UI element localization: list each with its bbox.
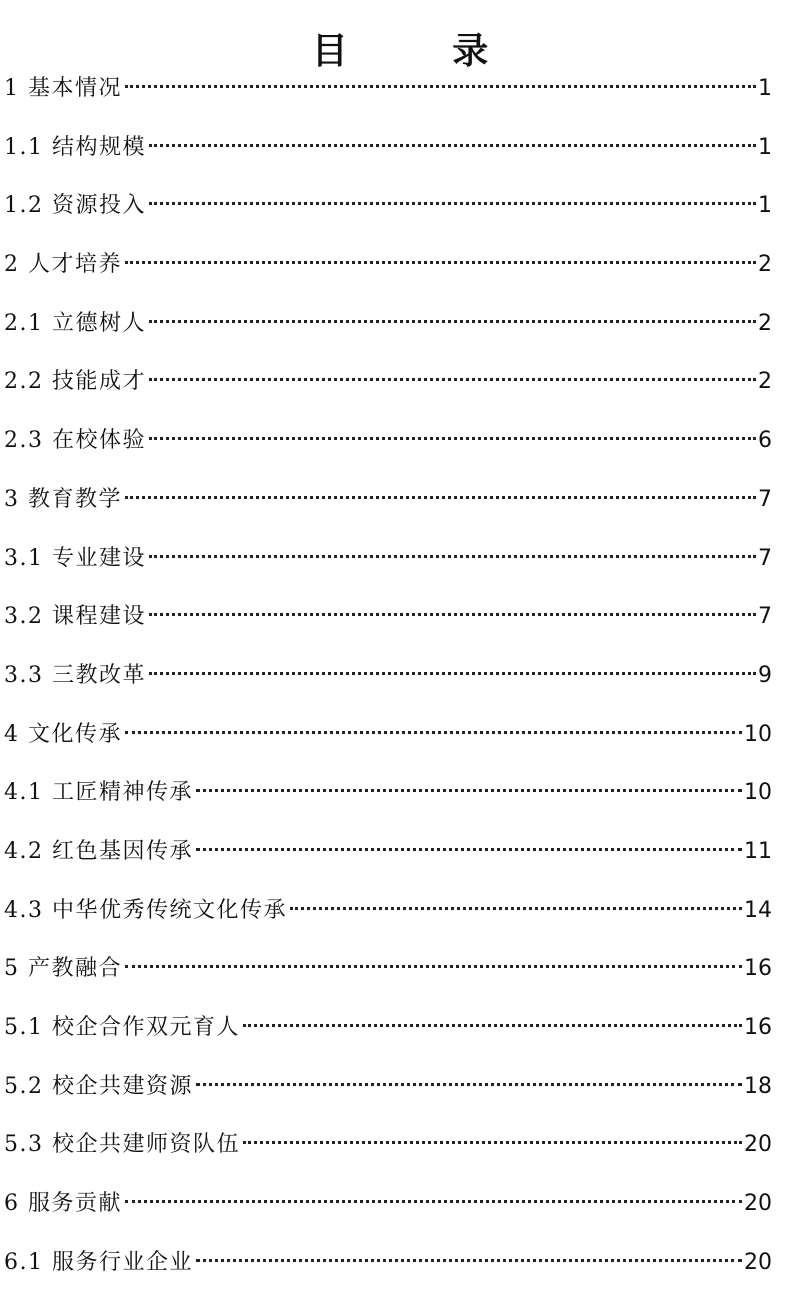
toc-entry-label: 1.2 资源投入 bbox=[4, 193, 146, 219]
toc-dot-leader bbox=[149, 613, 756, 616]
page-title: 目 录 bbox=[311, 31, 535, 73]
toc-dot-leader bbox=[149, 672, 756, 675]
toc-dot-leader bbox=[196, 789, 742, 792]
toc-entry[interactable] bbox=[0, 999, 800, 1058]
toc-page-number: 20 bbox=[744, 1249, 772, 1275]
toc-dot-leader bbox=[196, 848, 742, 851]
toc-page-number: 16 bbox=[744, 956, 772, 982]
toc-entry[interactable] bbox=[0, 1175, 800, 1234]
toc-entry-label: 5.3 校企共建师资队伍 bbox=[4, 1132, 240, 1158]
toc-page-number: 16 bbox=[744, 1015, 772, 1040]
toc-page-number: 9 bbox=[758, 662, 772, 688]
toc-entry[interactable] bbox=[0, 119, 800, 178]
toc-page-number: 2 bbox=[758, 369, 772, 395]
toc-page-number: 1 bbox=[758, 193, 772, 219]
toc-dot-leader bbox=[243, 1141, 742, 1144]
toc-dot-leader bbox=[149, 320, 756, 323]
toc-page-number: 1 bbox=[758, 76, 772, 101]
toc-entry-label: 4 文化传承 bbox=[4, 721, 122, 747]
table-of-contents bbox=[0, 60, 800, 1292]
toc-dot-leader bbox=[125, 261, 756, 264]
toc-page-number: 20 bbox=[744, 1132, 772, 1158]
toc-entry[interactable] bbox=[0, 706, 800, 765]
toc-page-number: 20 bbox=[744, 1191, 772, 1217]
toc-page-number: 7 bbox=[758, 604, 772, 630]
toc-entry-label: 2.3 在校体验 bbox=[4, 428, 146, 454]
toc-dot-leader bbox=[290, 907, 742, 910]
toc-entry-label: 2 人才培养 bbox=[4, 252, 122, 278]
toc-entry[interactable] bbox=[0, 177, 800, 236]
toc-page-number: 10 bbox=[744, 721, 772, 747]
toc-entry-label: 1.1 结构规模 bbox=[4, 134, 146, 160]
toc-entry[interactable] bbox=[0, 882, 800, 941]
toc-entry[interactable] bbox=[0, 764, 800, 823]
toc-entry[interactable] bbox=[0, 530, 800, 589]
toc-entry[interactable] bbox=[0, 471, 800, 530]
toc-entry-label: 3 教育教学 bbox=[4, 486, 122, 512]
toc-page-number: 2 bbox=[758, 252, 772, 278]
toc-dot-leader bbox=[196, 1083, 742, 1086]
toc-entry-label: 2.2 技能成才 bbox=[4, 369, 146, 395]
toc-entry[interactable] bbox=[0, 1234, 800, 1292]
toc-dot-leader bbox=[196, 1259, 742, 1262]
toc-entry-label: 5.2 校企共建资源 bbox=[4, 1073, 193, 1099]
toc-entry[interactable] bbox=[0, 823, 800, 882]
toc-entry[interactable] bbox=[0, 236, 800, 295]
toc-page-number: 2 bbox=[758, 310, 772, 336]
toc-dot-leader bbox=[149, 555, 756, 558]
toc-entry[interactable] bbox=[0, 588, 800, 647]
toc-page-number: 18 bbox=[744, 1073, 772, 1099]
toc-entry-label: 3.1 专业建设 bbox=[4, 545, 146, 571]
toc-entry-label: 6 服务贡献 bbox=[4, 1191, 122, 1217]
toc-dot-leader bbox=[125, 496, 756, 499]
toc-dot-leader bbox=[243, 1024, 742, 1027]
toc-entry-label: 3.3 三教改革 bbox=[4, 662, 146, 688]
toc-page-number: 11 bbox=[744, 838, 772, 864]
toc-page-number: 14 bbox=[744, 897, 772, 923]
toc-dot-leader bbox=[125, 1200, 742, 1203]
toc-dot-leader bbox=[149, 144, 756, 147]
toc-dot-leader bbox=[149, 202, 756, 205]
toc-entry-label: 3.2 课程建设 bbox=[4, 604, 146, 630]
toc-entry-label: 1 基本情况 bbox=[4, 76, 122, 101]
toc-page-number: 1 bbox=[758, 134, 772, 160]
toc-entry-label: 2.1 立德树人 bbox=[4, 310, 146, 336]
toc-entry[interactable] bbox=[0, 1116, 800, 1175]
toc-dot-leader bbox=[149, 437, 756, 440]
toc-dot-leader bbox=[149, 378, 756, 381]
toc-entry-label: 4.1 工匠精神传承 bbox=[4, 780, 193, 806]
toc-entry-label: 5.1 校企合作双元育人 bbox=[4, 1015, 240, 1040]
toc-entry-label: 5 产教融合 bbox=[4, 956, 122, 982]
toc-entry[interactable] bbox=[0, 412, 800, 471]
toc-entry[interactable] bbox=[0, 295, 800, 354]
toc-entry[interactable] bbox=[0, 353, 800, 412]
toc-page-number: 7 bbox=[758, 545, 772, 571]
toc-entry-label: 4.2 红色基因传承 bbox=[4, 838, 193, 864]
toc-page-number: 10 bbox=[744, 780, 772, 806]
toc-entry[interactable] bbox=[0, 1058, 800, 1117]
toc-entry[interactable] bbox=[0, 60, 800, 119]
toc-page-number: 6 bbox=[758, 428, 772, 454]
toc-dot-leader bbox=[125, 85, 756, 88]
toc-entry-label: 4.3 中华优秀传统文化传承 bbox=[4, 897, 287, 923]
toc-entry-label: 6.1 服务行业企业 bbox=[4, 1249, 193, 1275]
toc-page-number: 7 bbox=[758, 486, 772, 512]
toc-dot-leader bbox=[125, 731, 742, 734]
toc-entry[interactable] bbox=[0, 940, 800, 999]
toc-dot-leader bbox=[125, 965, 742, 968]
toc-entry[interactable] bbox=[0, 647, 800, 706]
